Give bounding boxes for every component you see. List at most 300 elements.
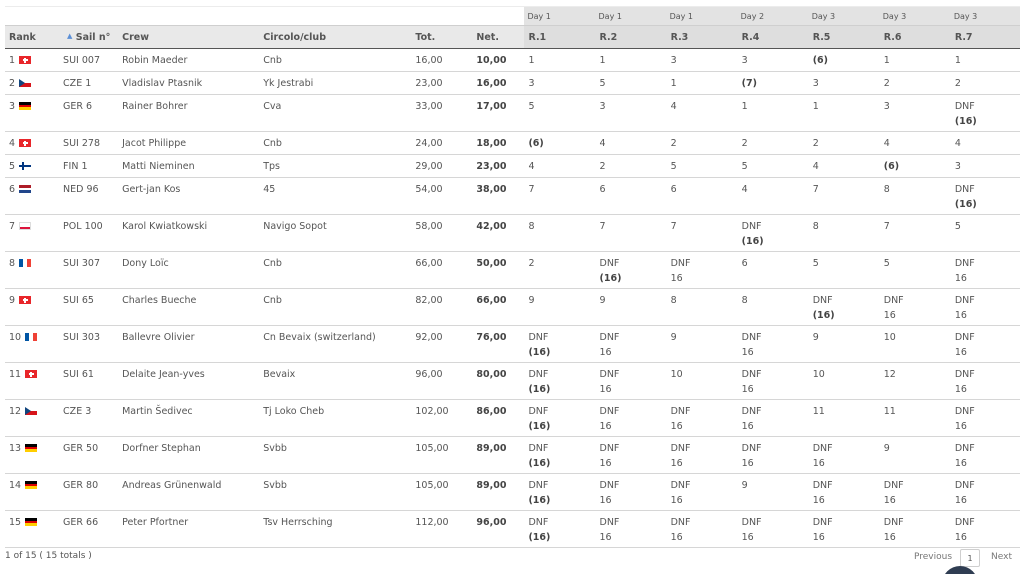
sort-asc-icon[interactable]: ▲	[67, 31, 73, 40]
rank-cell	[5, 155, 59, 178]
rank-value: 4	[9, 138, 16, 149]
sail-number: POL 100	[59, 215, 118, 252]
discarded-score: (16)	[599, 272, 622, 284]
results-table	[5, 6, 1020, 548]
race-result	[524, 437, 595, 474]
race-result-value: 3	[670, 55, 677, 66]
country-flag-icon	[19, 162, 31, 170]
race-result	[524, 252, 595, 289]
net-points: 89,00	[472, 474, 524, 511]
day-header-row	[5, 7, 1020, 26]
discarded-score: (16)	[528, 531, 551, 543]
race-result-value: 4	[670, 101, 677, 112]
column-header-race[interactable]: R.6	[880, 26, 951, 49]
race-points: 16	[954, 272, 967, 284]
race-result	[880, 215, 951, 252]
race-result	[667, 252, 738, 289]
sail-number: SUI 278	[59, 132, 118, 155]
rank-cell	[5, 437, 59, 474]
crew-name: Delaite Jean-yves	[118, 363, 259, 400]
race-result-value: 8	[670, 295, 677, 306]
race-result-value: 3	[528, 78, 535, 89]
country-flag-icon	[25, 518, 37, 526]
race-result	[667, 400, 738, 437]
race-result-value: 12	[883, 369, 896, 380]
column-header-crew[interactable]: Crew	[118, 26, 259, 49]
column-header-race[interactable]: R.1	[524, 26, 595, 49]
race-result	[951, 178, 1020, 215]
race-points: 16	[670, 531, 683, 543]
race-status: DNF	[954, 480, 975, 491]
race-result-value: 2	[670, 138, 677, 149]
rank-value: 8	[9, 258, 16, 269]
race-status: DNF	[670, 443, 691, 454]
crew-name: Peter Pfortner	[118, 511, 259, 548]
race-result	[809, 474, 880, 511]
race-status: DNF	[670, 517, 691, 528]
race-result	[880, 155, 951, 178]
race-points: 16	[599, 494, 612, 506]
table-row	[5, 511, 1020, 548]
race-result-value: 2	[741, 138, 748, 149]
club-name: Cnb	[259, 49, 411, 72]
table-row	[5, 132, 1020, 155]
rank-cell	[5, 511, 59, 548]
race-result	[809, 511, 880, 548]
race-result	[880, 511, 951, 548]
total-points: 105,00	[411, 474, 472, 511]
race-result	[738, 326, 809, 363]
table-row	[5, 363, 1020, 400]
table-row	[5, 72, 1020, 95]
race-result	[809, 363, 880, 400]
next-page-button[interactable]: Next	[991, 552, 1012, 562]
race-result-value: DNF	[528, 517, 549, 528]
race-points: 16	[670, 494, 683, 506]
rank-cell	[5, 363, 59, 400]
crew-name: Martin Šedivec	[118, 400, 259, 437]
race-status: DNF	[599, 332, 620, 343]
race-result	[951, 437, 1020, 474]
discarded-score: (16)	[528, 494, 551, 506]
race-points: 16	[741, 531, 754, 543]
day-label: Day 1	[524, 7, 595, 26]
race-result	[738, 511, 809, 548]
race-result	[524, 400, 595, 437]
race-result-value: 5	[599, 78, 606, 89]
rank-value: 10	[9, 332, 22, 343]
race-result	[738, 363, 809, 400]
column-header-race[interactable]: R.5	[809, 26, 880, 49]
race-result-value: 10	[812, 369, 825, 380]
crew-name: Ballevre Olivier	[118, 326, 259, 363]
club-name: Svbb	[259, 437, 411, 474]
race-result-value: 8	[812, 221, 819, 232]
table-row	[5, 49, 1020, 72]
total-points: 82,00	[411, 289, 472, 326]
crew-name: Dorfner Stephan	[118, 437, 259, 474]
rank-value: 13	[9, 443, 22, 454]
race-status: DNF	[670, 480, 691, 491]
race-result	[524, 289, 595, 326]
crew-name: Vladislav Ptasnik	[118, 72, 259, 95]
race-result-value: 8	[741, 295, 748, 306]
race-result	[738, 72, 809, 95]
race-status: DNF	[741, 406, 762, 417]
sail-number: GER 6	[59, 95, 118, 132]
race-result-value: 9	[812, 332, 819, 343]
race-result-value: DNF	[954, 101, 975, 112]
race-result-value: 7	[599, 221, 606, 232]
club-name: Bevaix	[259, 363, 411, 400]
country-flag-icon	[19, 56, 31, 64]
race-status: DNF	[599, 369, 620, 380]
country-flag-icon	[19, 296, 31, 304]
race-status: DNF	[883, 295, 904, 306]
day-label: Day 3	[951, 7, 1020, 26]
race-result-value: DNF	[741, 221, 762, 232]
rank-value: 12	[9, 406, 22, 417]
race-result	[524, 215, 595, 252]
race-result	[596, 437, 667, 474]
club-name: 45	[259, 178, 411, 215]
club-name: Tj Loko Cheb	[259, 400, 411, 437]
rank-value: 11	[9, 369, 22, 380]
race-result	[596, 49, 667, 72]
race-status: DNF	[812, 443, 833, 454]
total-points: 105,00	[411, 437, 472, 474]
crew-name: Charles Bueche	[118, 289, 259, 326]
discarded-score: (16)	[528, 457, 551, 469]
race-result-value: 2	[954, 78, 961, 89]
race-result-value: 6	[741, 258, 748, 269]
race-status: DNF	[883, 480, 904, 491]
column-header-race[interactable]: R.4	[738, 26, 809, 49]
net-points: 76,00	[472, 326, 524, 363]
race-result	[951, 49, 1020, 72]
race-points: 16	[599, 346, 612, 358]
club-name: Tsv Herrsching	[259, 511, 411, 548]
race-points: 16	[599, 457, 612, 469]
race-result-value: 3	[954, 161, 961, 172]
race-result	[809, 400, 880, 437]
race-result	[596, 132, 667, 155]
race-result-value: 7	[670, 221, 677, 232]
column-header-sail[interactable]: ▲ Sail n°	[59, 26, 118, 49]
race-result-value: 5	[528, 101, 535, 112]
total-points: 23,00	[411, 72, 472, 95]
rank-value: 5	[9, 161, 16, 172]
race-points: 16	[812, 494, 825, 506]
race-result	[667, 289, 738, 326]
race-result-value: 5	[812, 258, 819, 269]
rank-cell	[5, 289, 59, 326]
race-points: 16	[954, 309, 967, 321]
race-result	[738, 474, 809, 511]
race-result	[524, 49, 595, 72]
scroll-to-top-button[interactable]	[942, 566, 978, 574]
race-points: 16	[741, 383, 754, 395]
race-result	[880, 400, 951, 437]
race-result	[951, 72, 1020, 95]
club-name: Cnb	[259, 252, 411, 289]
discarded-score: (16)	[954, 198, 977, 210]
table-row	[5, 95, 1020, 132]
race-result	[880, 49, 951, 72]
pagination-summary: 1 of 15 ( 15 totals )	[5, 551, 92, 561]
race-result-value: 6	[599, 184, 606, 195]
sail-number: CZE 1	[59, 72, 118, 95]
race-status: DNF	[741, 517, 762, 528]
discarded-score: (6)	[812, 55, 828, 66]
race-result-value: DNF	[528, 443, 549, 454]
race-points: 16	[670, 457, 683, 469]
race-status: DNF	[741, 443, 762, 454]
race-result	[667, 178, 738, 215]
race-result-value: DNF	[528, 406, 549, 417]
race-result-value: 3	[812, 78, 819, 89]
race-result	[524, 511, 595, 548]
race-result	[596, 326, 667, 363]
race-result	[596, 95, 667, 132]
race-result	[738, 437, 809, 474]
club-name: Cva	[259, 95, 411, 132]
club-name: Navigo Sopot	[259, 215, 411, 252]
race-result	[596, 363, 667, 400]
race-result-value: 2	[599, 161, 606, 172]
discarded-score: (16)	[812, 309, 835, 321]
previous-page-button[interactable]: Previous	[914, 552, 953, 562]
club-name: Svbb	[259, 474, 411, 511]
club-name: Tps	[259, 155, 411, 178]
race-result	[951, 474, 1020, 511]
crew-name: Andreas Grünenwald	[118, 474, 259, 511]
race-result-value: 11	[812, 406, 825, 417]
country-flag-icon	[25, 370, 37, 378]
net-points: 17,00	[472, 95, 524, 132]
race-status: DNF	[741, 369, 762, 380]
race-result-value: 1	[883, 55, 890, 66]
total-points: 33,00	[411, 95, 472, 132]
total-points: 16,00	[411, 49, 472, 72]
country-flag-icon	[19, 185, 31, 193]
race-result	[880, 132, 951, 155]
column-header-race[interactable]: R.7	[951, 26, 1020, 49]
race-result-value: 1	[599, 55, 606, 66]
rank-cell	[5, 474, 59, 511]
race-result-value: 5	[741, 161, 748, 172]
race-result-value: 3	[741, 55, 748, 66]
net-points: 50,00	[472, 252, 524, 289]
rank-value: 9	[9, 295, 16, 306]
race-result-value: 8	[883, 184, 890, 195]
race-result	[880, 95, 951, 132]
race-points: 16	[954, 531, 967, 543]
country-flag-icon	[25, 481, 37, 489]
race-points: 16	[812, 531, 825, 543]
net-points: 96,00	[472, 511, 524, 548]
race-points: 16	[883, 309, 896, 321]
race-result	[951, 289, 1020, 326]
race-points: 16	[741, 457, 754, 469]
sail-number: SUI 65	[59, 289, 118, 326]
total-points: 54,00	[411, 178, 472, 215]
sail-number: GER 50	[59, 437, 118, 474]
column-header-row	[5, 26, 1020, 49]
race-points: 16	[599, 420, 612, 432]
crew-name: Jacot Philippe	[118, 132, 259, 155]
discarded-score: (16)	[528, 383, 551, 395]
rank-cell	[5, 252, 59, 289]
race-result-value: 9	[883, 443, 890, 454]
race-result	[667, 363, 738, 400]
race-result	[880, 289, 951, 326]
rank-value: 15	[9, 517, 22, 528]
table-row	[5, 155, 1020, 178]
race-result	[809, 95, 880, 132]
race-result	[951, 252, 1020, 289]
race-result	[809, 132, 880, 155]
race-result-value: DNF	[528, 369, 549, 380]
net-points: 16,00	[472, 72, 524, 95]
sail-number: SUI 307	[59, 252, 118, 289]
discarded-score: (16)	[528, 420, 551, 432]
page-number-button[interactable]: 1	[960, 549, 980, 567]
race-result	[596, 289, 667, 326]
rank-value: 6	[9, 184, 16, 195]
race-status: DNF	[954, 369, 975, 380]
race-result	[667, 95, 738, 132]
race-status: DNF	[883, 517, 904, 528]
race-result	[880, 474, 951, 511]
discarded-score: (16)	[954, 115, 977, 127]
race-result	[951, 511, 1020, 548]
net-points: 66,00	[472, 289, 524, 326]
race-result-value: 4	[954, 138, 961, 149]
table-row	[5, 289, 1020, 326]
race-result-value: 4	[812, 161, 819, 172]
race-result	[524, 178, 595, 215]
race-result	[596, 178, 667, 215]
race-points: 16	[741, 420, 754, 432]
race-result	[667, 72, 738, 95]
race-result-value: 4	[741, 184, 748, 195]
race-result	[951, 326, 1020, 363]
rank-value: 1	[9, 55, 16, 66]
race-result	[809, 215, 880, 252]
race-result	[880, 437, 951, 474]
table-row	[5, 437, 1020, 474]
race-points: 16	[883, 494, 896, 506]
club-name: Yk Jestrabi	[259, 72, 411, 95]
rank-value: 7	[9, 221, 16, 232]
race-result	[738, 215, 809, 252]
rank-cell	[5, 132, 59, 155]
discarded-score: (7)	[741, 78, 757, 89]
race-result	[738, 289, 809, 326]
race-status: DNF	[812, 517, 833, 528]
column-header-rank[interactable]: Rank	[5, 26, 59, 49]
rank-cell	[5, 72, 59, 95]
race-result-value: 3	[883, 101, 890, 112]
race-result	[951, 132, 1020, 155]
total-points: 24,00	[411, 132, 472, 155]
column-header-net[interactable]: Net.	[472, 26, 524, 49]
race-points: 16	[883, 531, 896, 543]
crew-name: Robin Maeder	[118, 49, 259, 72]
race-result	[809, 49, 880, 72]
race-result	[738, 95, 809, 132]
crew-name: Matti Nieminen	[118, 155, 259, 178]
race-result-value: DNF	[954, 184, 975, 195]
rank-value: 14	[9, 480, 22, 491]
net-points: 89,00	[472, 437, 524, 474]
sail-number: SUI 303	[59, 326, 118, 363]
race-result-value: 7	[528, 184, 535, 195]
race-result	[667, 49, 738, 72]
day-label: Day 3	[880, 7, 951, 26]
race-result	[951, 400, 1020, 437]
race-points: 16	[599, 383, 612, 395]
total-points: 29,00	[411, 155, 472, 178]
race-result-value: 9	[741, 480, 748, 491]
discarded-score: (16)	[741, 235, 764, 247]
rank-value: 2	[9, 78, 16, 89]
race-status: DNF	[954, 332, 975, 343]
table-row	[5, 474, 1020, 511]
sail-number: NED 96	[59, 178, 118, 215]
column-header-race[interactable]: R.2	[596, 26, 667, 49]
race-result	[809, 252, 880, 289]
column-header-race[interactable]: R.3	[667, 26, 738, 49]
race-result-value: 9	[528, 295, 535, 306]
race-result-value: 6	[670, 184, 677, 195]
race-points: 16	[599, 531, 612, 543]
race-status: DNF	[741, 332, 762, 343]
race-result-value: 2	[883, 78, 890, 89]
race-result	[524, 326, 595, 363]
race-result	[738, 155, 809, 178]
day-label: Day 3	[809, 7, 880, 26]
crew-name: Gert-jan Kos	[118, 178, 259, 215]
race-result	[880, 326, 951, 363]
race-result-value: 1	[528, 55, 535, 66]
sail-number: FIN 1	[59, 155, 118, 178]
country-flag-icon	[19, 222, 31, 230]
race-result	[738, 49, 809, 72]
race-result	[809, 178, 880, 215]
race-result	[524, 132, 595, 155]
table-row	[5, 326, 1020, 363]
race-points: 16	[670, 420, 683, 432]
race-result-value: 3	[599, 101, 606, 112]
column-header-total[interactable]: Tot.	[411, 26, 472, 49]
race-status: DNF	[954, 517, 975, 528]
race-status: DNF	[670, 406, 691, 417]
country-flag-icon	[19, 79, 31, 87]
discarded-score: (6)	[883, 161, 900, 172]
race-result	[596, 252, 667, 289]
race-result-value: 9	[599, 295, 606, 306]
day-label: Day 2	[738, 7, 809, 26]
race-result	[809, 437, 880, 474]
race-result	[667, 326, 738, 363]
net-points: 18,00	[472, 132, 524, 155]
race-status: DNF	[954, 295, 975, 306]
column-header-club[interactable]: Circolo/club	[259, 26, 411, 49]
race-result	[596, 474, 667, 511]
net-points: 80,00	[472, 363, 524, 400]
